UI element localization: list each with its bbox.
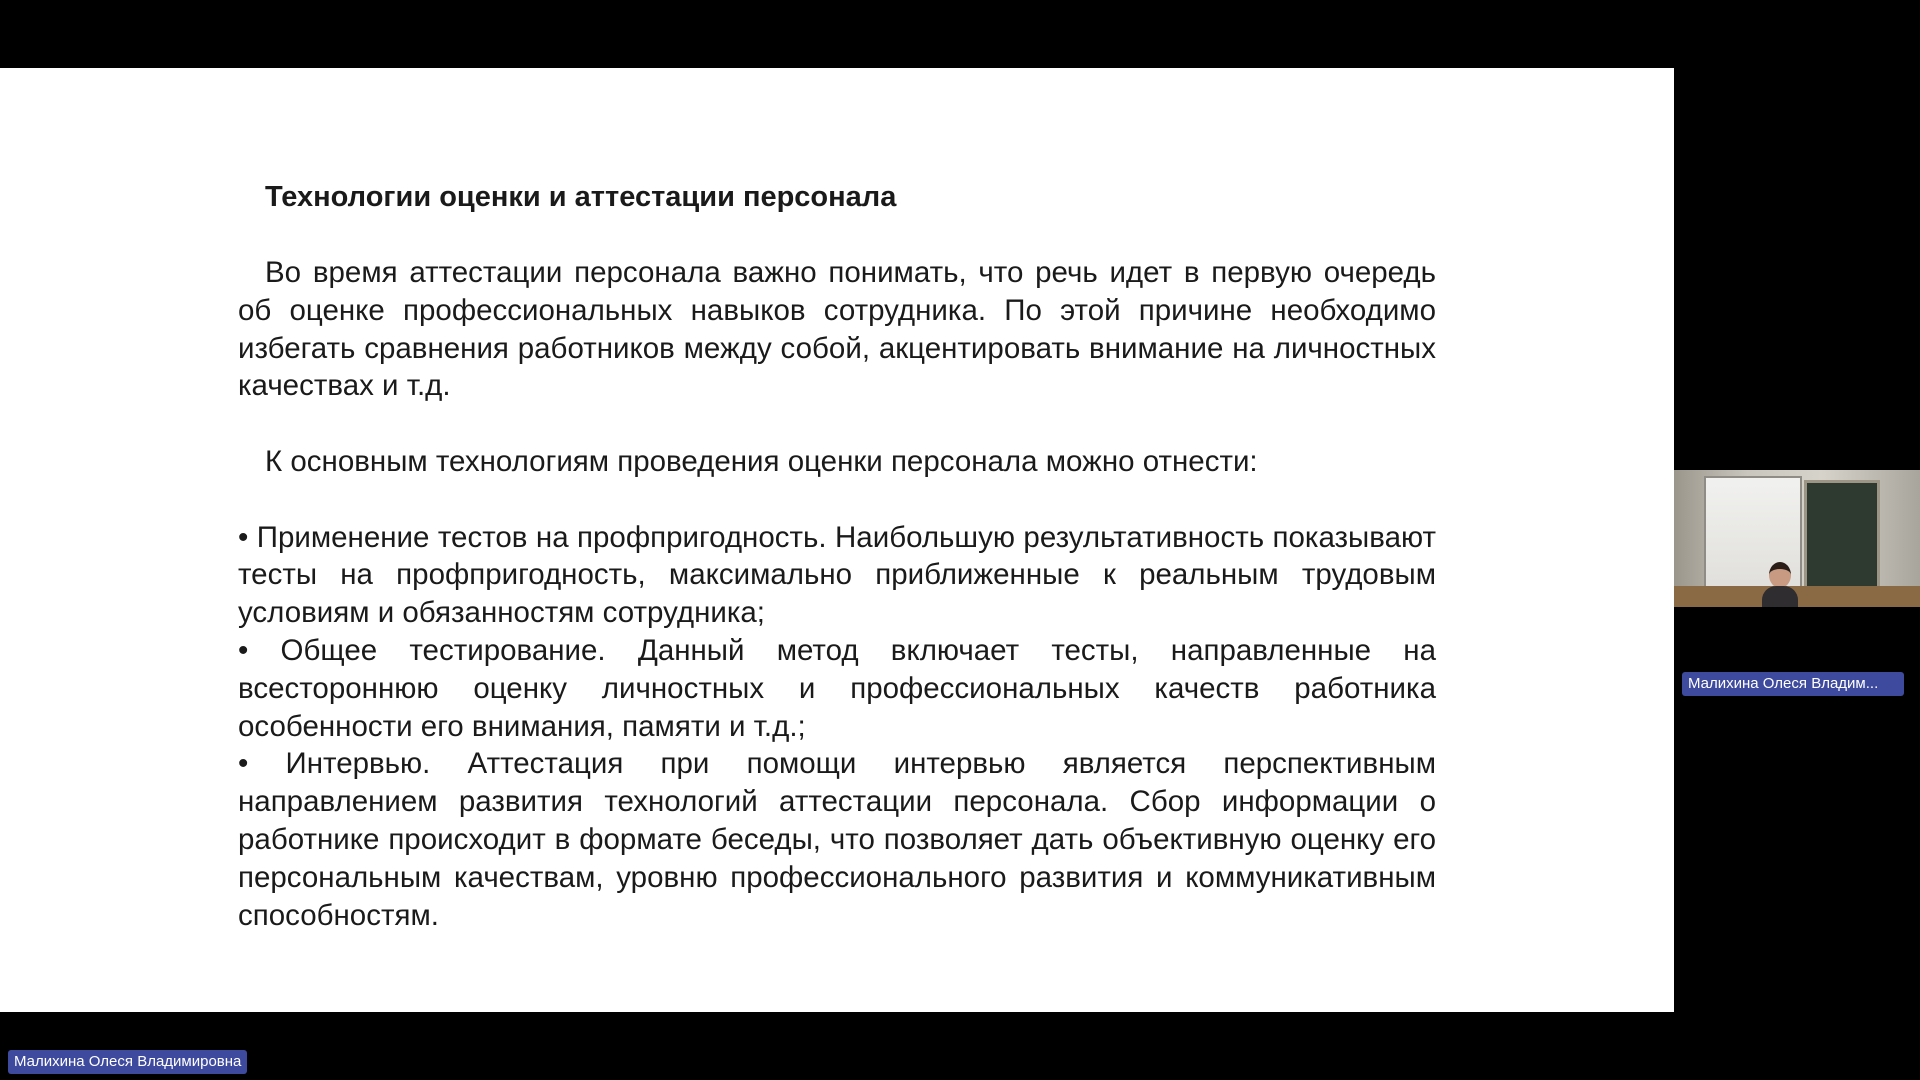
spacer [238,481,1436,519]
bullet-item-2: • Общее тестирование. Данный метод включает тесты, направленные на всестороннюю оценку личностных и профессиональных качеств работника особенности его внимания, памяти и т.д.; [238,633,1436,743]
shared-screen-slide [0,68,1674,1012]
spacer [238,405,1436,443]
slide-paragraph-1: Во время аттестации персонала важно понимать, что речь идет в первую очередь об оценке профессиональных навыков сотрудника. По этой причине необходимо избегать сравнения работников между собой, акцентировать внимание на личностных качествах и т.д. [238,256,1436,403]
video-blackboard [1804,480,1880,594]
slide-content [238,178,1436,934]
bullet-item-1: • Применение тестов на профпригодность. Наибольшую результативность показывают тесты на профпригодность, максимально приближенные к реальным трудовым условиям и обязанностям сотрудника; [238,520,1436,630]
participant-name-tag: Малихина Олеся Владим... [1682,672,1904,696]
presenter-name-tag: Малихина Олеся Владимировна [8,1050,247,1074]
slide-title: Технологии оценки и аттестации персонала [265,181,897,213]
participant-avatar [1762,562,1798,607]
bullet-item-3: • Интервью. Аттестация при помощи интервью является перспективным направлением развития технологий аттестации персонала. Сбор информации о работнике происходит в формате беседы, что позволяет дать объективную оценку его персональным качествам, уровню профессионального развития и коммуникативным способностям. [238,747,1436,932]
participant-video-tile[interactable] [1674,470,1920,607]
slide-paragraph-2: К основным технологиям проведения оценки персонала можно отнести: [265,444,1258,478]
